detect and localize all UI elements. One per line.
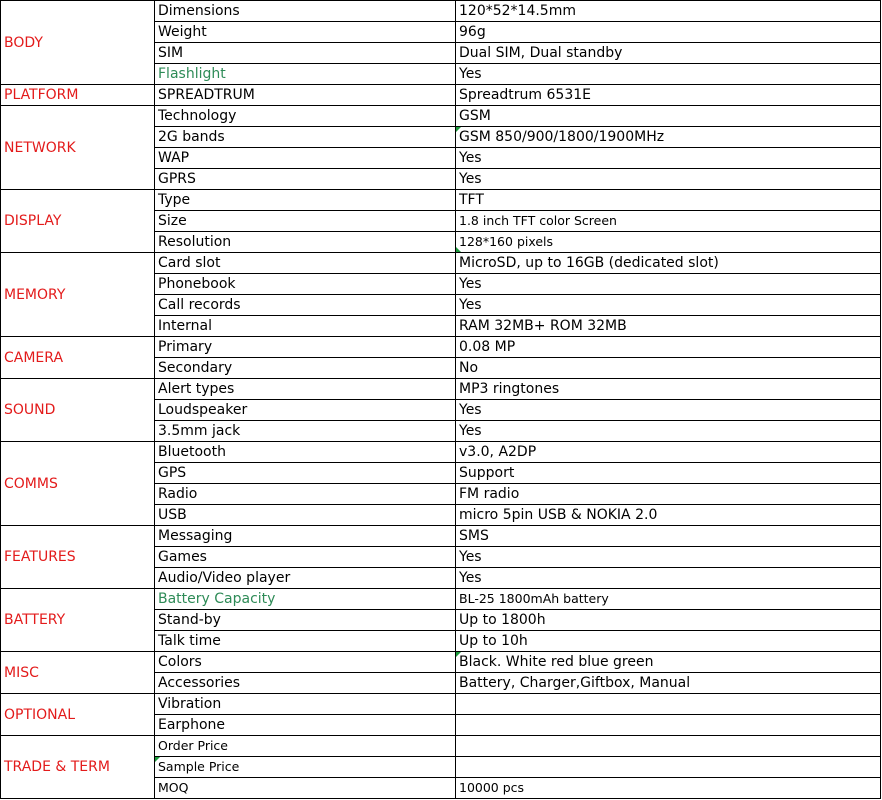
spec-value: Yes <box>456 295 881 316</box>
spec-value: GSM 850/900/1800/1900MHz <box>456 127 881 148</box>
spec-value: v3.0, A2DP <box>456 442 881 463</box>
spec-value: Yes <box>456 148 881 169</box>
spec-label: Primary <box>155 337 456 358</box>
table-row <box>1 1 881 22</box>
spec-value: Yes <box>456 568 881 589</box>
table-row <box>1 85 881 106</box>
category-features: FEATURES <box>1 526 155 589</box>
spec-label: Type <box>155 190 456 211</box>
spec-label: Accessories <box>155 673 456 694</box>
table-row <box>1 190 881 211</box>
spec-label: SPREADTRUM <box>155 85 456 106</box>
spec-value: 0.08 MP <box>456 337 881 358</box>
spec-label: Size <box>155 211 456 232</box>
spec-label: Phonebook <box>155 274 456 295</box>
category-display: DISPLAY <box>1 190 155 253</box>
spec-value <box>456 736 881 757</box>
spec-value: 128*160 pixels <box>456 232 881 253</box>
spec-value: Up to 1800h <box>456 610 881 631</box>
spec-label: Audio/Video player <box>155 568 456 589</box>
table-row <box>1 652 881 673</box>
spec-label: Radio <box>155 484 456 505</box>
spec-value: Spreadtrum 6531E <box>456 85 881 106</box>
table-row <box>1 442 881 463</box>
spec-label: Loudspeaker <box>155 400 456 421</box>
spec-label: Colors <box>155 652 456 673</box>
table-row <box>1 379 881 400</box>
spec-label: 3.5mm jack <box>155 421 456 442</box>
spec-label: Call records <box>155 295 456 316</box>
spec-value: 96g <box>456 22 881 43</box>
spec-label: Games <box>155 547 456 568</box>
spec-label: GPS <box>155 463 456 484</box>
spec-label: Secondary <box>155 358 456 379</box>
spec-label: Alert types <box>155 379 456 400</box>
spec-value: Yes <box>456 64 881 85</box>
spec-label: Weight <box>155 22 456 43</box>
category-platform: PLATFORM <box>1 85 155 106</box>
spec-label: Card slot <box>155 253 456 274</box>
table-row <box>1 337 881 358</box>
spec-value: No <box>456 358 881 379</box>
spec-label: Technology <box>155 106 456 127</box>
spec-value: 1.8 inch TFT color Screen <box>456 211 881 232</box>
spec-label: Sample Price <box>155 757 456 778</box>
spec-value: Yes <box>456 421 881 442</box>
spec-label: Bluetooth <box>155 442 456 463</box>
spec-label: WAP <box>155 148 456 169</box>
spec-value: GSM <box>456 106 881 127</box>
category-camera: CAMERA <box>1 337 155 379</box>
spec-label: 2G bands <box>155 127 456 148</box>
spec-value: MicroSD, up to 16GB (dedicated slot) <box>456 253 881 274</box>
spec-value: Yes <box>456 547 881 568</box>
table-row <box>1 736 881 757</box>
table-row <box>1 589 881 610</box>
spec-label: Vibration <box>155 694 456 715</box>
table-row <box>1 526 881 547</box>
spec-value: MP3 ringtones <box>456 379 881 400</box>
spec-value: Battery, Charger,Giftbox, Manual <box>456 673 881 694</box>
category-memory: MEMORY <box>1 253 155 337</box>
table-row <box>1 253 881 274</box>
spec-value: TFT <box>456 190 881 211</box>
spec-label: Talk time <box>155 631 456 652</box>
category-body: BODY <box>1 1 155 85</box>
spec-value: Support <box>456 463 881 484</box>
spec-label: Order Price <box>155 736 456 757</box>
spec-value <box>456 694 881 715</box>
table-row <box>1 694 881 715</box>
category-comms: COMMS <box>1 442 155 526</box>
category-network: NETWORK <box>1 106 155 190</box>
spec-value: 120*52*14.5mm <box>456 1 881 22</box>
spec-value: Yes <box>456 274 881 295</box>
spec-value: RAM 32MB+ ROM 32MB <box>456 316 881 337</box>
spec-value: Yes <box>456 169 881 190</box>
spec-label: Stand-by <box>155 610 456 631</box>
spec-value: Black. White red blue green <box>456 652 881 673</box>
spec-value: Dual SIM, Dual standby <box>456 43 881 64</box>
spec-label: Internal <box>155 316 456 337</box>
table-row <box>1 106 881 127</box>
spec-label: Battery Capacity <box>155 589 456 610</box>
spec-label: USB <box>155 505 456 526</box>
spec-value <box>456 757 881 778</box>
spec-label: SIM <box>155 43 456 64</box>
spec-label: Dimensions <box>155 1 456 22</box>
spec-label: Earphone <box>155 715 456 736</box>
category-trade-term: TRADE & TERM <box>1 736 155 799</box>
spec-label: MOQ <box>155 778 456 799</box>
spec-value: SMS <box>456 526 881 547</box>
spec-label: GPRS <box>155 169 456 190</box>
spec-label: Messaging <box>155 526 456 547</box>
spec-value: 10000 pcs <box>456 778 881 799</box>
category-misc: MISC <box>1 652 155 694</box>
category-optional: OPTIONAL <box>1 694 155 736</box>
spec-value <box>456 715 881 736</box>
spec-value: BL-25 1800mAh battery <box>456 589 881 610</box>
spec-value: micro 5pin USB & NOKIA 2.0 <box>456 505 881 526</box>
spec-label: Resolution <box>155 232 456 253</box>
spec-value: Yes <box>456 400 881 421</box>
category-sound: SOUND <box>1 379 155 442</box>
spec-label: Flashlight <box>155 64 456 85</box>
category-battery: BATTERY <box>1 589 155 652</box>
spec-value: FM radio <box>456 484 881 505</box>
spec-value: Up to 10h <box>456 631 881 652</box>
